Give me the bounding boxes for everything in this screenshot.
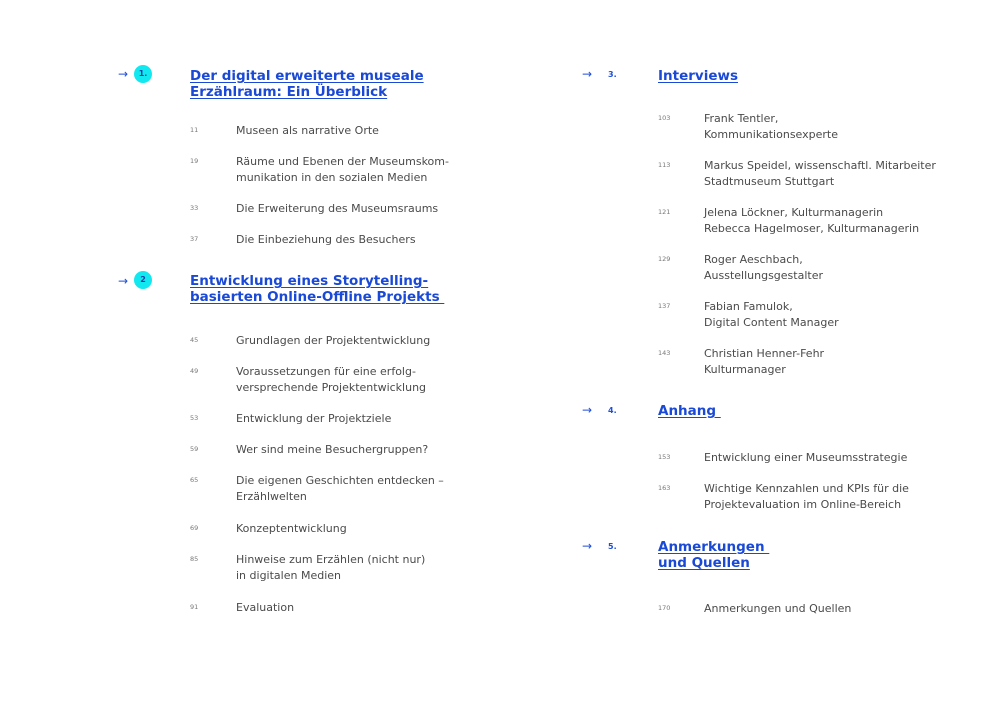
section-number: 5.	[608, 542, 617, 551]
page-number: 143	[658, 349, 671, 357]
page-number: 65	[190, 476, 199, 484]
toc-entry[interactable]: Evaluation	[236, 601, 295, 614]
page-number: 37	[190, 235, 199, 243]
toc-entry[interactable]: Die Erweiterung des Museumsraums	[236, 202, 439, 215]
section-heading-link[interactable]: Interviews	[658, 68, 738, 84]
section-heading-link[interactable]: Anhang	[658, 403, 721, 419]
page-number: 59	[190, 445, 199, 453]
page-number: 53	[190, 414, 199, 422]
toc-entry[interactable]: Christian Henner-Fehr Kulturmanager	[704, 347, 825, 376]
toc-entry[interactable]: Roger Aeschbach, Ausstellungsgestalter	[704, 253, 824, 282]
toc-entry[interactable]: Markus Speidel, wissenschaftl. Mitarbeiter Stadtmuseum Stuttgart	[704, 159, 936, 188]
section-number: 3.	[608, 70, 617, 79]
page-number: 121	[658, 208, 671, 216]
toc-entry[interactable]: Museen als narrative Orte	[236, 124, 379, 137]
page-number: 11	[190, 126, 199, 134]
arrow-right-icon: →	[582, 539, 593, 553]
page-number: 103	[658, 114, 671, 122]
page-number: 91	[190, 603, 199, 611]
section-number: 4.	[608, 406, 617, 415]
toc-entry[interactable]: Konzeptentwicklung	[236, 522, 347, 535]
page-number: 19	[190, 157, 199, 165]
section-heading-link[interactable]: Anmerkungen und Quellen	[658, 539, 765, 571]
toc-entry[interactable]: Anmerkungen und Quellen	[704, 602, 852, 615]
toc-entry[interactable]: Die eigenen Geschichten entdecken – Erzählwelten	[236, 474, 444, 503]
page-number: 85	[190, 555, 199, 563]
section-heading-link[interactable]: Der digital erweiterte museale Erzählraum: Ein Überblick	[190, 68, 424, 100]
toc-entry[interactable]: Frank Tentler, Kommunikationsexperte	[704, 112, 838, 141]
arrow-right-icon: →	[118, 274, 129, 288]
page-number: 137	[658, 302, 671, 310]
page-number: 170	[658, 604, 671, 612]
section-number-badge: 1.	[134, 65, 152, 83]
toc-entry[interactable]: Jelena Löckner, Kulturmanagerin Rebecca Hagelmoser, Kulturmanagerin	[704, 206, 920, 235]
page-number: 153	[658, 453, 671, 461]
section-number-badge: 2	[134, 271, 152, 289]
toc-entry[interactable]: Entwicklung einer Museumsstrategie	[704, 451, 908, 464]
page-number: 113	[658, 161, 671, 169]
page-number: 129	[658, 255, 671, 263]
toc-entry[interactable]: Hinweise zum Erzählen (nicht nur) in digitalen Medien	[236, 553, 426, 582]
page-number: 45	[190, 336, 199, 344]
page-number: 163	[658, 484, 671, 492]
toc-entry[interactable]: Voraussetzungen für eine erfolg- versprechende Projektentwicklung	[236, 365, 427, 394]
page-number: 49	[190, 367, 199, 375]
arrow-right-icon: →	[582, 67, 593, 81]
toc-entry[interactable]: Räume und Ebenen der Museumskom- munikation in den sozialen Medien	[236, 155, 449, 184]
arrow-right-icon: →	[582, 403, 593, 417]
page-number: 33	[190, 204, 199, 212]
arrow-right-icon: →	[118, 67, 129, 81]
section-heading-link[interactable]: Entwicklung eines Storytelling- basierten Online-Offline Projekts	[190, 273, 440, 305]
toc-entry[interactable]: Die Einbeziehung des Besuchers	[236, 233, 416, 246]
toc-entry[interactable]: Grundlagen der Projektentwicklung	[236, 334, 431, 347]
toc-entry[interactable]: Wichtige Kennzahlen und KPIs für die Projektevaluation im Online-Bereich	[704, 482, 909, 511]
page-number: 69	[190, 524, 199, 532]
toc-entry[interactable]: Wer sind meine Besuchergruppen?	[236, 443, 429, 456]
toc-entry[interactable]: Entwicklung der Projektziele	[236, 412, 392, 425]
toc-entry[interactable]: Fabian Famulok, Digital Content Manager	[704, 300, 839, 329]
